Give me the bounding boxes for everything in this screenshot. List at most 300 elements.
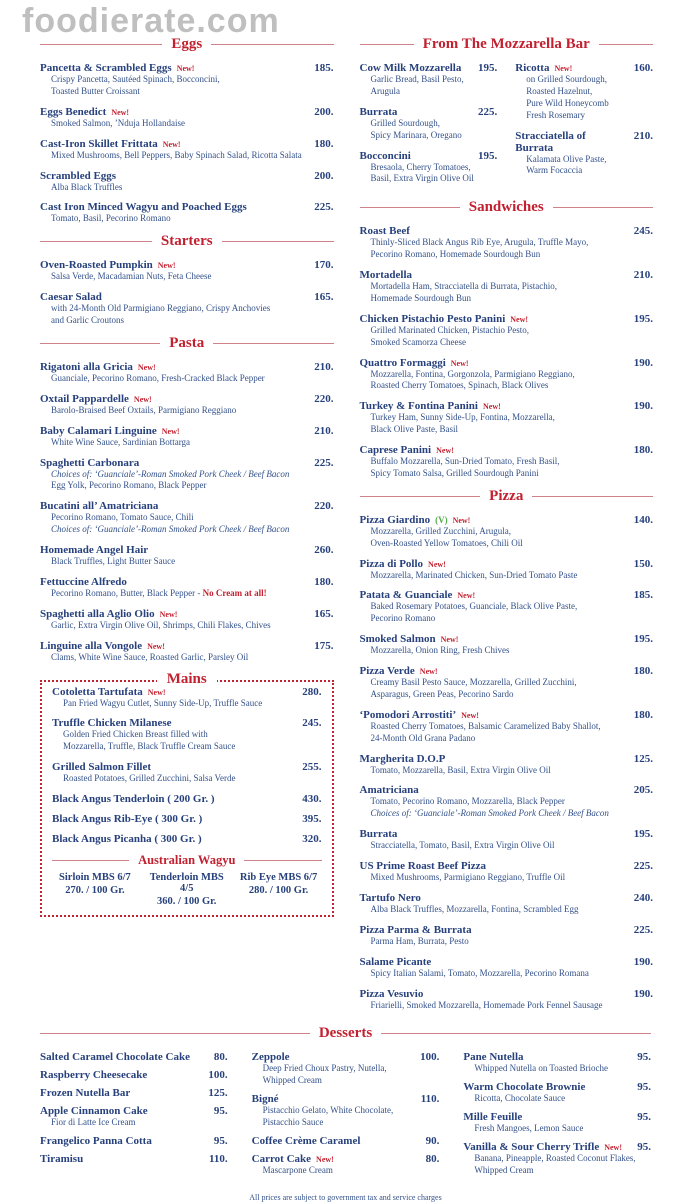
header-rule (211, 44, 333, 45)
dish-name: Stracciatella of Burrata (515, 129, 586, 154)
menu-item (360, 988, 654, 1012)
dish-price: 170. (314, 259, 334, 272)
dish-price: 260. (314, 544, 334, 556)
menu-item-heading (40, 361, 156, 373)
header-rule (244, 860, 321, 861)
dish-price: 190. (633, 356, 653, 369)
section-header (52, 853, 322, 868)
new-tag: New! (450, 358, 469, 368)
section-sandwiches (360, 199, 654, 480)
menu-item-row (40, 1153, 228, 1165)
dish-price: 190. (633, 400, 653, 413)
menu-item-heading (52, 793, 215, 805)
menu-item (252, 1153, 440, 1177)
menu-item (360, 784, 654, 820)
menu-item-heading (360, 313, 529, 325)
section-mozzarella-bar (360, 36, 654, 193)
menu-item (252, 1093, 440, 1129)
menu-item-heading (40, 106, 129, 118)
dish-description: Choices of: ‘Guanciale’-Roman Smoked Pork Cheek / Beef Bacon (51, 468, 290, 479)
menu-item (52, 761, 322, 785)
dish-name: Quattro Formaggi (359, 356, 446, 369)
dish-description: 24-Month Old Grana Padano (370, 732, 476, 743)
dish-description: Roasted Cherry Tomatoes, Balsamic Caramelized Baby Shallot, (370, 720, 601, 731)
dish-name: Pizza Giardino (359, 513, 431, 526)
wagyu-cut (144, 872, 230, 907)
menu-item (40, 576, 334, 600)
menu-item-row (360, 514, 654, 526)
dish-name: Pane Nutella (463, 1051, 524, 1064)
menu-item-row (360, 444, 654, 456)
menu-item-heading (360, 988, 424, 1000)
menu-item-heading (40, 500, 158, 512)
header-rule (532, 496, 653, 497)
dish-description: Black Truffles, Light Butter Sauce (51, 556, 176, 566)
menu-item-row (360, 400, 654, 412)
section-pasta (40, 335, 334, 664)
menu-item-row (252, 1093, 440, 1105)
menu-item (463, 1051, 651, 1075)
menu-item (463, 1141, 651, 1177)
dish-description: Pistacchio Sauce (262, 1117, 324, 1127)
dish-name: Raspberry Cheesecake (40, 1069, 148, 1082)
dish-price: 110. (209, 1153, 228, 1166)
dish-name: Oxtail Pappardelle (40, 392, 129, 405)
menu-item (52, 717, 322, 753)
menu-item-heading (360, 633, 459, 645)
menu-item (360, 444, 654, 480)
menu-item-row (40, 393, 334, 405)
dish-price: 125. (208, 1087, 228, 1100)
dish-price: 95. (637, 1051, 652, 1064)
dish-price: 185. (633, 589, 653, 602)
dish-price: 95. (213, 1135, 228, 1148)
menu-item-heading (360, 828, 398, 840)
menu-item-row (40, 170, 334, 182)
dish-price: 255. (302, 761, 322, 774)
dish-name: Smoked Salmon (359, 633, 436, 646)
menu-item-heading (252, 1153, 334, 1165)
menu-item-heading (252, 1051, 290, 1063)
menu-item-row (52, 761, 322, 773)
header-rule (381, 1033, 651, 1034)
dish-description: Fresh Mangoes, Lemon Sauce (474, 1123, 584, 1134)
menu-item-heading (515, 62, 572, 74)
sub-columns (360, 62, 654, 193)
dish-name: Zeppole (251, 1051, 290, 1064)
section-title: Sandwiches (468, 199, 544, 216)
wagyu-cut (236, 872, 322, 907)
menu-item-heading (360, 753, 446, 765)
dish-description: Toasted Butter Croissant (51, 85, 140, 96)
menu-item-row (360, 988, 654, 1000)
dish-description: Barolo-Braised Beef Oxtails, Parmigiano Reggiano (51, 404, 237, 415)
menu-item-row (40, 106, 334, 118)
menu-item-heading (360, 924, 472, 936)
menu-item-row (52, 717, 322, 729)
menu-item-row (40, 608, 334, 620)
header-rule (52, 860, 129, 861)
new-tag: New! (440, 635, 459, 645)
menu-item-heading (360, 956, 432, 968)
section-eggs (40, 36, 334, 225)
section-header (360, 199, 654, 216)
menu-item (252, 1135, 440, 1147)
new-tag: New! (510, 314, 529, 324)
dish-description: Pistacchio Gelato, White Chocolate, (262, 1105, 394, 1116)
section-title: Pizza (489, 487, 524, 504)
dish-description: Homemade Sourdough Bun (370, 292, 471, 303)
menu-item-row (40, 138, 334, 150)
dish-name: Burrata (359, 828, 398, 841)
dish-price: 180. (633, 708, 653, 721)
menu-item-row (40, 500, 334, 512)
menu-item (40, 259, 334, 283)
dish-description: Smoked Salmon, ’Nduja Hollandaise (51, 117, 185, 128)
dish-name: Burrata (359, 105, 398, 118)
new-tag: New! (159, 609, 178, 619)
menu-item-row (40, 1051, 228, 1063)
menu-item-heading (52, 813, 202, 825)
menu-item-row (360, 150, 498, 162)
dish-price: 100. (208, 1069, 228, 1082)
header-rule (599, 44, 653, 45)
dish-price: 95. (637, 1081, 652, 1094)
menu-item-heading (40, 62, 194, 74)
dish-price: 225. (633, 860, 653, 872)
menu-item-row (252, 1051, 440, 1063)
menu-item (360, 956, 654, 980)
dish-name: Roast Beef (359, 225, 410, 238)
sub-column (463, 1051, 651, 1182)
menu-right-column (360, 30, 654, 1019)
new-tag: New! (157, 261, 176, 271)
menu-item (360, 753, 654, 777)
menu-item-heading (40, 457, 139, 469)
menu-item (360, 924, 654, 948)
menu-item-heading (360, 225, 410, 237)
menu-item-row (360, 558, 654, 570)
section-header (40, 233, 334, 250)
section-title: Pasta (169, 334, 205, 351)
header-rule (360, 496, 481, 497)
sub-columns (40, 1051, 651, 1182)
menu-item (360, 62, 498, 98)
wagyu-cut-name: Rib Eye MBS 6/7 (239, 872, 318, 883)
dish-description: Stracciatella, Tomato, Basil, Extra Virgin Olive Oil (370, 840, 555, 851)
menu-item (463, 1081, 651, 1105)
dish-price: 220. (314, 500, 334, 513)
dish-name: Black Angus Rib-Eye ( 300 Gr. ) (52, 813, 203, 825)
menu-item (40, 1105, 228, 1129)
dish-description: Warm Focaccia (526, 165, 583, 176)
section-header (40, 36, 334, 53)
menu-item (360, 106, 498, 142)
menu-item-heading (40, 1051, 190, 1063)
dish-price: 245. (302, 717, 322, 730)
dish-description: Golden Fried Chicken Breast filled with (63, 729, 208, 740)
menu-item-heading (40, 576, 127, 588)
dish-description: Grilled Marinated Chicken, Pistachio Pesto, (370, 324, 529, 335)
menu-item (52, 793, 322, 805)
dish-name: Salame Picante (359, 955, 432, 968)
menu-item-row (360, 892, 654, 904)
dish-description: Mozzarella, Grilled Zucchini, Arugula, (370, 525, 511, 536)
menu-item (40, 1051, 228, 1063)
menu-item-row (360, 860, 654, 872)
dish-description: Mixed Mushrooms, Bell Peppers, Baby Spinach Salad, Ricotta Salata (51, 149, 302, 160)
menu-item (40, 138, 334, 162)
menu-item-row (360, 956, 654, 968)
dish-description: Garlic Bread, Basil Pesto, (370, 74, 464, 84)
menu-item (40, 500, 334, 536)
dish-name: Coffee Crème Caramel (251, 1134, 361, 1147)
header-rule (40, 44, 162, 45)
menu-item-row (360, 784, 654, 796)
dish-description: Pure Wild Honeycomb (526, 97, 609, 108)
dish-description: Tomato, Pecorino Romano, Mozzarella, Black Pepper (370, 796, 565, 807)
dish-price: 210. (633, 129, 653, 142)
menu-item (360, 400, 654, 436)
dish-description: Whipped Nutella on Toasted Brioche (474, 1063, 609, 1074)
new-tag: New! (452, 515, 471, 525)
header-rule (40, 241, 152, 242)
wagyu-cut-price: 360. / 100 Gr. (157, 896, 217, 907)
menu-item-row (40, 259, 334, 271)
dish-description: Pecorino Romano, Butter, Black Pepper - No Cream at all! (51, 587, 267, 598)
dish-description: on Grilled Sourdough, (526, 74, 607, 84)
dish-name: Pizza di Pollo (359, 557, 424, 570)
dish-name: Chicken Pistachio Pesto Panini (359, 312, 506, 325)
dish-name: US Prime Roast Beef Pizza (359, 860, 486, 872)
dish-price: 90. (425, 1134, 440, 1147)
dish-description: Grilled Sourdough, (370, 117, 440, 128)
section-header (40, 335, 334, 352)
section-title: Starters (160, 233, 213, 250)
dish-price: 180. (633, 444, 653, 456)
menu-item-heading (52, 761, 151, 773)
section-mains (40, 670, 334, 918)
menu-item-heading (515, 130, 626, 154)
new-tag: New! (137, 362, 156, 372)
dish-name: Fettuccine Alfredo (40, 575, 127, 588)
dish-description: Creamy Basil Pesto Sauce, Mozzarella, Grilled Zucchini, (370, 677, 577, 687)
menu-item (40, 361, 334, 385)
menu-item-heading (360, 150, 411, 162)
menu-item (360, 225, 654, 261)
menu-item (40, 544, 334, 568)
menu-item-row (463, 1051, 651, 1063)
new-tag: New! (133, 394, 152, 404)
dish-description: Pan Fried Wagyu Cutlet, Sunny Side-Up, Truffle Sauce (63, 697, 263, 708)
dish-price: 195. (633, 633, 653, 646)
new-tag: New! (604, 1143, 622, 1152)
dish-price: 150. (633, 557, 653, 570)
dish-price: 320. (302, 833, 322, 845)
dish-name: Eggs Benedict (40, 105, 107, 118)
dish-price: 190. (633, 955, 653, 968)
dish-price: 195. (633, 312, 653, 325)
menu-item-row (40, 1105, 228, 1117)
dish-description: Choices of: ‘Guanciale’-Roman Smoked Pork Cheek / Beef Bacon (51, 524, 290, 535)
menu-item-heading (252, 1093, 279, 1105)
new-tag: New! (161, 426, 180, 436)
menu-item-heading (40, 1105, 148, 1117)
dish-price: 160. (633, 62, 653, 74)
wagyu-cut-price: 280. / 100 Gr. (248, 885, 309, 896)
dish-price: 225. (314, 456, 334, 469)
dish-description: Baked Rosemary Potatoes, Guanciale, Black Olive Paste, (370, 601, 578, 612)
dish-name: Vanilla & Sour Cherry Trifle (463, 1141, 600, 1153)
menu-item-row (360, 753, 654, 765)
dish-price: 195. (633, 828, 653, 841)
dish-description: Smoked Scamorza Cheese (370, 336, 466, 347)
menu-item-row (40, 62, 334, 74)
dish-name: Caesar Salad (40, 291, 102, 304)
menu-item-row (360, 709, 654, 721)
header-rule (40, 1033, 310, 1034)
wagyu-columns (52, 872, 322, 907)
new-tag: New! (162, 139, 181, 149)
menu-item-heading (40, 1153, 83, 1165)
menu-item-row (515, 62, 653, 74)
dish-description: Bresaola, Cherry Tomatoes, (370, 161, 471, 172)
menu-item-heading (40, 170, 116, 182)
dish-price: 190. (633, 987, 653, 1000)
menu-item-heading (360, 400, 501, 412)
dish-description: Banana, Pineapple, Roasted Coconut Flakes, (474, 1153, 636, 1163)
menu-item-heading (40, 138, 181, 150)
dish-name: Bocconcini (359, 149, 411, 162)
new-tag: New! (147, 641, 165, 651)
watermark: foodierate.com (22, 2, 280, 40)
header-rule (213, 343, 333, 344)
dish-price: 225. (314, 201, 334, 214)
dish-description: Clams, White Wine Sauce, Roasted Garlic, Parsley Oil (51, 651, 249, 662)
dish-price: 140. (633, 513, 653, 526)
menu-item-row (360, 828, 654, 840)
dish-description: Salsa Verde, Macadamian Nuts, Feta Cheese (51, 271, 212, 282)
dish-description: Ricotta, Chocolate Sauce (474, 1093, 566, 1104)
menu-item-row (252, 1153, 440, 1165)
menu-item-heading (463, 1051, 523, 1063)
dish-price: 210. (314, 360, 334, 373)
dish-name: Pizza Parma & Burrata (359, 923, 472, 936)
menu-item (360, 558, 654, 582)
menu-item-heading (360, 589, 476, 601)
menu-item-heading (40, 201, 247, 213)
dish-name: Bigné (251, 1093, 279, 1106)
sub-column (252, 1051, 440, 1182)
dish-price: 200. (314, 169, 334, 182)
menu-item-heading (40, 608, 177, 620)
new-tag: New! (147, 687, 166, 697)
footer-note: All prices are subject to government tax and service charges (249, 1192, 442, 1202)
wagyu-cut-name: Sirloin MBS 6/7 (59, 872, 131, 883)
dish-price: 395. (302, 813, 322, 825)
dish-description: Spicy Tomato Salsa, Grilled Sourdough Panini (370, 467, 539, 478)
dish-price: 125. (633, 752, 653, 765)
dish-name: Salted Caramel Chocolate Cake (40, 1051, 191, 1064)
dish-description: with 24-Month Old Parmigiano Reggiano, Crispy Anchovies (51, 303, 271, 314)
menu-item-row (360, 269, 654, 281)
menu-item-row (463, 1081, 651, 1093)
menu-item (40, 1153, 228, 1165)
dish-price: 175. (314, 639, 334, 652)
menu-item (360, 633, 654, 657)
new-tag: New! (419, 667, 438, 676)
dish-description: Pecorino Romano (370, 613, 436, 624)
dish-price: 280. (302, 685, 322, 698)
menu-item (52, 686, 322, 710)
sub-column (40, 1051, 228, 1182)
dish-name: Mille Feuille (463, 1111, 523, 1124)
dish-price: 210. (314, 424, 334, 437)
section-title: Australian Wagyu (138, 853, 236, 867)
dish-name: Truffle Chicken Milanese (52, 717, 172, 730)
menu-item (40, 640, 334, 664)
dish-price: 210. (633, 269, 653, 281)
dish-name: Spaghetti Carbonara (40, 456, 140, 469)
dish-description: Oven-Roasted Yellow Tomatoes, Chili Oil (370, 537, 523, 548)
menu-item (360, 828, 654, 852)
menu-item-heading (40, 1087, 130, 1099)
section-pizza (360, 488, 654, 1012)
dish-price: 225. (478, 105, 498, 118)
dish-name: Scrambled Eggs (40, 169, 117, 182)
menu-item (360, 665, 654, 701)
menu-item (40, 62, 334, 98)
dish-description: Roasted Potatoes, Grilled Zucchini, Salsa Verde (63, 773, 236, 784)
menu-item-heading (252, 1135, 361, 1147)
dish-price: 225. (633, 923, 653, 936)
dish-price: 195. (478, 62, 498, 74)
menu-item (360, 269, 654, 305)
section-title: Eggs (171, 36, 203, 52)
menu-item (40, 608, 334, 632)
dish-name: Spaghetti alla Aglio Olio (40, 607, 155, 620)
header-rule (40, 343, 160, 344)
menu-item-heading (463, 1081, 585, 1093)
menu-item-row (52, 793, 322, 805)
menu-item-row (463, 1111, 651, 1123)
menu-item-row (360, 313, 654, 325)
dish-description: Pecorino Romano, Tomato Sauce, Chili (51, 512, 194, 523)
menu-item-row (463, 1141, 651, 1153)
dish-name: Carrot Cake (251, 1152, 312, 1165)
menu-item (40, 106, 334, 130)
dish-description: Mozzarella, Truffle, Black Truffle Cream Sauce (63, 741, 236, 752)
menu-item-heading (40, 393, 152, 405)
menu-item-row (40, 201, 334, 213)
wagyu-cut-name: Tenderloin MBS 4/5 (149, 872, 224, 894)
sub-column (360, 62, 498, 193)
dish-name: Cast Iron Minced Wagyu and Poached Eggs (40, 201, 247, 214)
new-tag: New! (316, 1154, 334, 1164)
dish-description: Tomato, Mozzarella, Basil, Extra Virgin Olive Oil (370, 764, 551, 775)
header-rule (222, 241, 334, 242)
dish-description: Tomato, Basil, Pecorino Romano (51, 213, 171, 224)
dish-description: Friarielli, Smoked Mozzarella, Homemade Pork Fennel Sausage (370, 999, 603, 1010)
menu-item (52, 833, 322, 845)
menu-item-heading (360, 514, 471, 526)
menu-item-heading (360, 444, 454, 456)
dish-name: Oven-Roasted Pumpkin (40, 259, 153, 272)
new-tag: New! (461, 710, 479, 720)
menu-item-row (40, 291, 334, 303)
dish-price: 240. (633, 891, 653, 904)
dish-description: Asparagus, Green Peas, Pecorino Sardo (370, 688, 514, 699)
